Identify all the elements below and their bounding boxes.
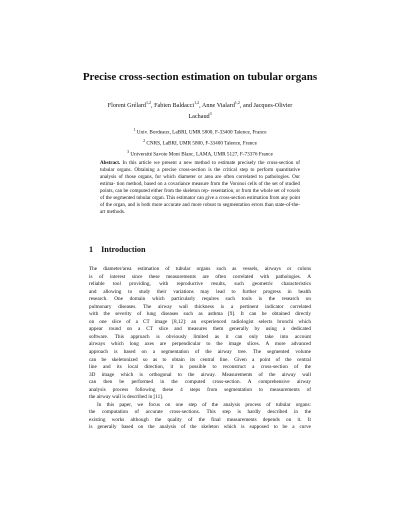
author-affiliation-mark: 3 [209,111,212,117]
section-heading [89,245,146,255]
abstract [100,160,300,216]
body-line: can then be performed in the computed cross-section. A comprehensive airway [89,379,311,386]
body-line: reliable tool providing, with reproductive results, such geometric characteristics [89,281,311,288]
abstract-line: errors than state-of-the-art methods. [100,201,300,215]
abstract-line: the cross-section of tubular organs. Obtaining a precise cross-section is [100,160,300,173]
body-line: The diameter/area estimation of tubular organs such as vessels, airways or colons [89,266,311,272]
body-line: analysis process following these 4 steps from segmentation to measurements of [89,386,311,393]
body-line: airways which long axes are perpendicular to the image slices. A more advanced [89,341,311,348]
body-line: research. One domain which particularly requires such tools is the research on [89,296,311,303]
author-list [70,99,330,121]
body-line: with the severity of lung diseases such as asthma [9]. It can be obtained directly [89,311,311,318]
abstract-line: the set of studied points, can be computed either from the skeleton rep- [100,180,300,194]
body-text [89,266,311,432]
author-affiliation-mark: 1,2 [234,100,240,105]
affiliation-text: Université Savoie Mont Blanc, LAMA, UMR 5127, F-73376 France [130,151,273,158]
abstract-line: tion method, based on a covariance measure from the Voronoi cells of [116,180,263,187]
author-name: , and Jacques-Olivier [239,102,293,110]
body-line: approach is based on a segmentation of the airway tree. The segmented volume [89,349,311,356]
author-name: Lachaud [188,113,210,121]
body-line: is generally based on the analysis of the skeleton which is supposed to be a curve [89,424,311,431]
affiliation-item [60,137,340,148]
abstract-line: In this article we present a new method to estimate precisely [120,160,256,166]
author-affiliation-mark: 1,2 [194,100,200,105]
body-line: software. This approach is obviously limited as it can only take into account [89,333,311,340]
body-line: the airway wall is described in [11]. [89,394,164,401]
affiliation-item [60,148,340,159]
body-line: can be skeletonized so as to obtain its central line. Given a point of the central [89,356,311,363]
author-name: Florent Grélard [107,102,146,110]
paper-title: Precise cross-section estimation on tubular organs [82,71,318,83]
affiliation-text: CNRS, LaBRI, UMR 5800, F-33400 Talence, France [146,140,257,147]
body-line: the computation of accurate cross-sections. This step is hardly described in the [89,409,311,416]
affiliation-mark: 2 [143,137,146,143]
body-line: In this paper, we focus on one step of the analysis process of tubular organs: [97,401,311,408]
body-line: appear round on a CT slice and measures them generally by using a dedicated [89,326,311,333]
abstract-line: resentation, or from the whole set of voxels of the segmented tubular [100,187,300,201]
body-line: and allowing to study their variations may lead to further progress in health [89,288,311,295]
affiliation-text: Univ. Bordeaux, LaBRI, UMR 5800, F-33400 Talence, France [136,129,267,136]
affiliation-item [60,126,340,137]
affiliation-list [60,126,340,159]
author-name: , Anne Vialard [199,102,235,110]
abstract-label: Abstract. [100,160,121,166]
body-line: is of interest since these measurements are often correlated with pathologies. A [89,273,311,280]
abstract-line: of the organ, and is both more accurate and more robust to segmentation [100,201,250,208]
body-line: on one slice of a CT image [8,12]: an experienced radiologist selects bronchi which [89,318,311,325]
affiliation-mark: 1 [133,127,136,132]
affiliation-mark: 3 [127,148,130,154]
body-line: 3D image which is orthogonal to the airway. Measurements of the airway wall [89,371,311,378]
abstract-line: organ. This estimator can give a cross-section estimation from any point [152,194,300,201]
section-title: Introduction [101,245,146,254]
body-line: pulmonary diseases. The airway wall thickness is a pertinent indicator correlated [89,303,311,310]
abstract-line: which diameter or area are often correlated to pathologies. Our estima- [100,173,300,187]
author-affiliation-mark: 1,2 [146,100,151,105]
body-line: line and its local direction, it is possible to reconstruct a cross-section of the [89,364,311,371]
section-number: 1 [89,245,94,254]
author-name: , Fabien Baldacci [151,102,195,110]
abstract-line: the critical step to perform quantitative analysis of those organs, for [100,166,300,180]
body-line: existing works although the quality of the final measurements depends on it. It [89,416,311,423]
